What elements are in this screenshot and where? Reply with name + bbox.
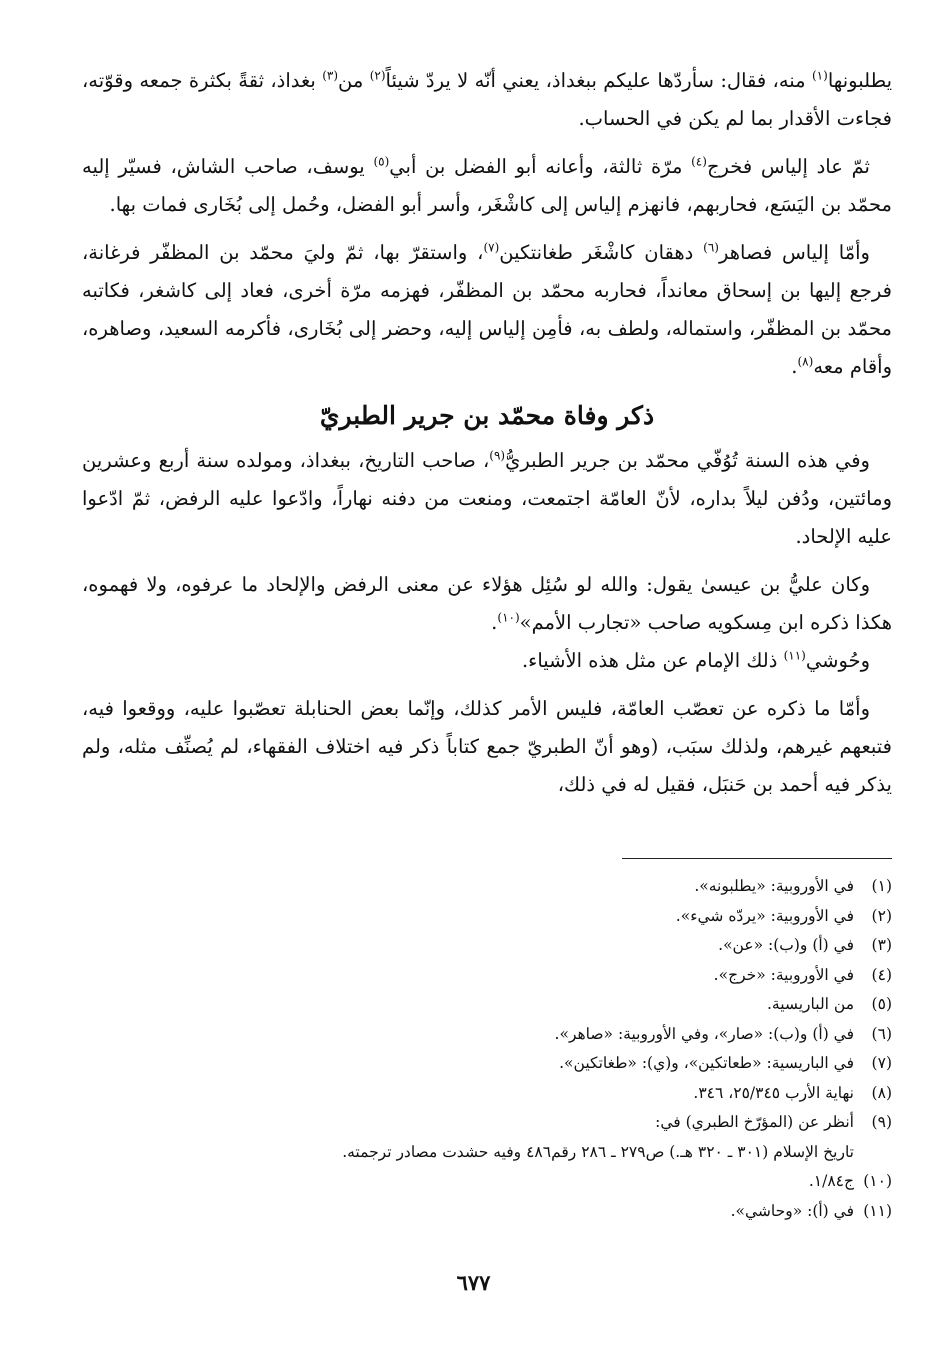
footnote [150, 1197, 892, 1227]
text-run: بغداذ، ثقةً بكثرة جمعه وقوّته، فجاءت الأقدار بما لم يكن في الحساب. [82, 69, 892, 130]
text-run: ، صاحب التاريخ، ببغداذ، ومولده سنة أربع وعشرين ومائتين، ودُفن ليلاً بداره، لأنّ العامّة اجتمعت، ومنعت من دفنه نهاراً، وادّعوا عليه الرفض، ثمّ ادّعوا عليه الإلحاد. [82, 449, 892, 548]
footnote-text: في الباريسية: «طعاتكين»، و(ي): «طغاتكين». [559, 1054, 854, 1072]
footnote-text: في الأوروبية: «يطلبونه». [694, 877, 854, 895]
text-run: مرّة ثالثة، وأعانه أبو الفضل بن أبي [389, 155, 692, 178]
footnote [150, 902, 892, 932]
text-run: يطلبونها [827, 69, 893, 92]
footnote [150, 1167, 892, 1197]
footnote-text: في الأوروبية: «يردّه شيء». [675, 906, 854, 925]
footnote-number: (٩) [871, 1113, 892, 1131]
paragraph [82, 566, 892, 642]
paragraph [82, 234, 892, 386]
page-number: ٦٧٧ [456, 1270, 491, 1295]
footnote-number: (٣) [871, 936, 892, 954]
paragraph-group-1 [82, 62, 892, 386]
text-run: وكان عليُّ بن عيسىٰ يقول: والله لو سُئِل هؤلاء عن معنى الرفض والإلحاد ما عرفوه، ولا فهموه، هكذا ذكره ابن مِسكويه صاحب «تجارب الأمم» [82, 573, 892, 634]
footnote-text: تاريخ الإسلام (٣٠١ ـ ٣٢٠ هـ.) ص٢٧٩ ـ ٢٨٦ رقم٤٨٦ وفيه حشدت مصادر ترجمته. [342, 1142, 854, 1161]
footnote [150, 961, 892, 991]
footnote [150, 1020, 892, 1050]
footnote-marker: (١) [811, 68, 828, 83]
footnote-marker: (٤) [691, 154, 707, 169]
section-heading: ذكر وفاة محمّد بن جرير الطبريّ [319, 401, 655, 430]
text-run: وفي هذه السنة تُوُفّي محمّد بن جرير الطبريُّ [505, 449, 870, 472]
footnote-number: (٥) [871, 995, 892, 1013]
text-run: ثمّ عاد إلياس فخرج [706, 155, 870, 178]
text-run: يوسف، صاحب الشاش، فسيّر إليه محمّد بن اليَسَع، فحاربهم، فانهزم إلياس إلى كاشْغَر، وأسر أبو الفضل، وحُمل إلى بُخَارى فمات بها. [82, 155, 892, 216]
footnote-marker: (٨) [797, 354, 814, 369]
footnote-text: في (أ) و(ب): «صار»، وفي الأوروبية: «صاهر». [554, 1024, 854, 1043]
main-text [82, 62, 892, 814]
footnote-number: (١٠) [863, 1172, 892, 1190]
footnote-number: (٦) [871, 1024, 892, 1043]
footnote-marker: (٧) [483, 240, 500, 255]
text-run: ، واستقرّ بها، ثمّ وليَ محمّد بن المظفّر فرغانة، فرجع إليها بن إسحاق معانداً، فحاربه محمّد بن المظفّر، فهزمه مرّة أخرى، فعاد إلى كاشغر، فكاتبه محمّد بن المظفّر، واستماله، ولطف به، فأمِن إلياس إليه، وحضر إلى بُخَارى، فأكرمه السعيد، وصاهره، وأقام معه [82, 241, 892, 378]
footnote [150, 1079, 892, 1109]
paragraph-group-2 [82, 442, 892, 804]
footnote-number: (١١) [863, 1201, 892, 1220]
footnote [150, 1049, 892, 1079]
text-run: . [491, 611, 498, 634]
footnote-separator [622, 858, 892, 859]
paragraph [82, 62, 892, 138]
footnote [150, 872, 892, 902]
footnotes [150, 872, 892, 1226]
footnote-marker: (٣) [322, 68, 339, 83]
text-run: وحُوشي [805, 649, 870, 672]
paragraph [82, 642, 892, 680]
paragraph [82, 690, 892, 804]
text-run: ذلك الإمام عن مثل هذه الأشياء. [521, 649, 784, 672]
text-run: . [791, 355, 798, 378]
footnote-marker: (٩) [489, 448, 506, 463]
text-run: وأمّا ما ذكره عن تعصّب العامّة، فليس الأمر كذلك، وإنّما بعض الحنابلة تعصّبوا عليه، ووقعوا فيه، فتبعهم غيرهم، ولذلك سبَب، (وهو أنّ الطبريّ جمع كتاباً ذكر فيه اختلاف الفقهاء، لم يُصنِّف مثله، ولم يذكر فيه أحمد بن حَنبَل، فقيل له في ذلك، [82, 697, 892, 796]
footnote-text: ج١/٨٤. [808, 1172, 854, 1190]
paragraph [82, 442, 892, 556]
paragraph [82, 148, 892, 224]
footnote-marker: (٥) [373, 154, 390, 169]
footnote-marker: (٢) [369, 68, 386, 83]
text-run: منه، فقال: سأردّها عليكم ببغداذ، يعني أنّه لا يردّ شيئاً [385, 69, 812, 92]
footnote-marker: (٦) [703, 240, 719, 255]
footnote-number: (٧) [871, 1054, 892, 1072]
text-run: دهقان كاشْغَر طغانتكين [499, 241, 704, 264]
footnote-text: من الباريسية. [767, 995, 854, 1013]
footnote-text: في (أ) و(ب): «عن». [718, 936, 854, 954]
footnote [150, 990, 892, 1020]
footnote-text: في (أ): «وحاشي». [730, 1201, 854, 1220]
footnote-marker: (١١) [783, 648, 806, 663]
footnote-text: نهاية الأرب ٢٥/٣٤٥، ٣٤٦. [693, 1083, 854, 1102]
footnote-number: (١) [871, 877, 892, 895]
text-run: من [338, 69, 370, 92]
footnote-marker: (١٠) [497, 610, 520, 625]
footnote [150, 931, 892, 961]
footnote-number: (٢) [871, 906, 892, 925]
footnote-number: (٨) [871, 1083, 892, 1102]
footnote-number: (٤) [871, 965, 892, 984]
text-run: وأمّا إلياس فصاهر [718, 241, 870, 264]
footnote [150, 1138, 892, 1168]
footnote [150, 1108, 892, 1138]
footnote-text: أنظر عن (المؤرّخ الطبري) في: [655, 1113, 854, 1131]
footnote-text: في الأوروبية: «خرج». [713, 965, 854, 984]
